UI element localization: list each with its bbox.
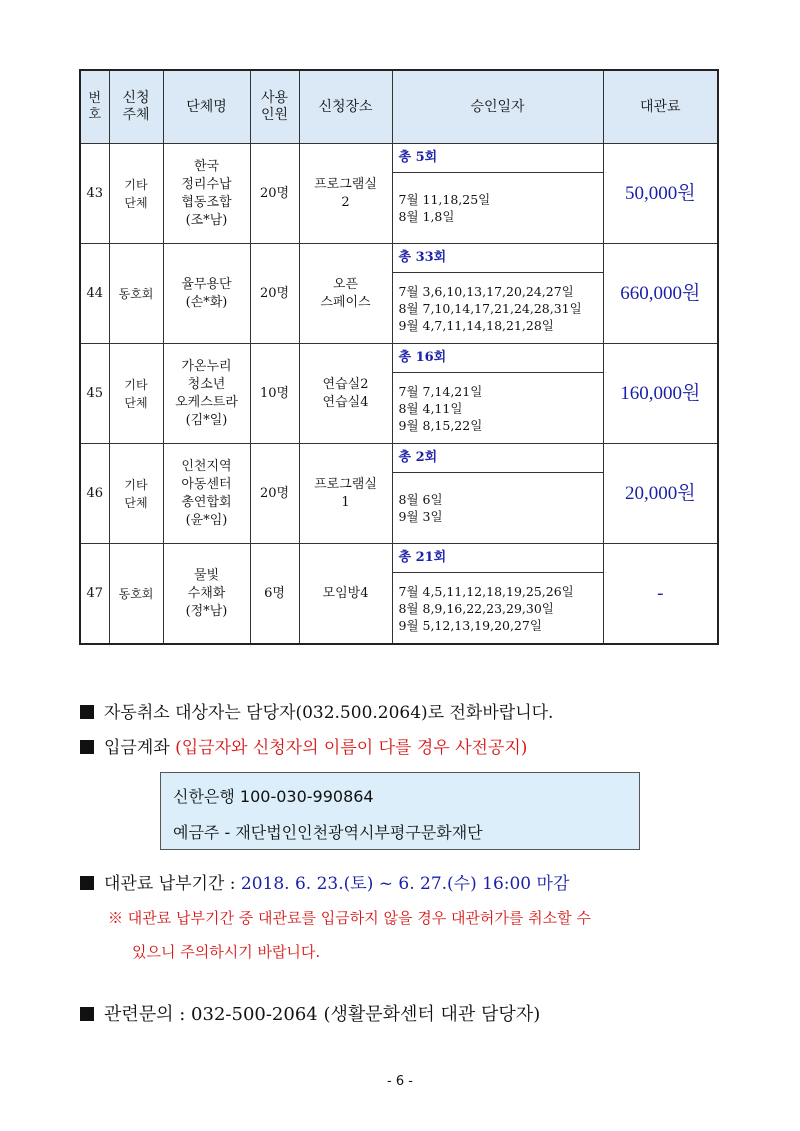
header-number: 번 호 [80, 70, 109, 144]
row-subject: 동호회 [109, 244, 163, 344]
header-people: 사용 인원 [250, 70, 299, 144]
place_lines-line: 1 [341, 494, 350, 510]
warning-line-2: 있으니 주의하시기 바랍니다. [132, 943, 321, 961]
row-approved-dates [392, 573, 603, 645]
bullet-square-icon [80, 876, 94, 890]
row-approved-dates [392, 473, 603, 544]
date_lines-line: 7월 7,14,21일 [398, 383, 483, 399]
row-subject: 기타 단체 [109, 444, 163, 544]
header-subject: 신청 주체 [109, 70, 163, 144]
date_lines-line: 8월 1,8일 [398, 209, 455, 224]
header-dates: 승인일자 [392, 70, 603, 144]
table-row [80, 144, 718, 173]
table-row [80, 344, 718, 373]
page-number: - 6 - [387, 1074, 413, 1089]
group_lines-line: 율무용단 [181, 276, 232, 292]
group_lines-line: 총연합회 [181, 494, 232, 510]
row-place [299, 344, 392, 444]
group_lines-line: (윤*임) [185, 512, 228, 528]
group_lines-line: 오케스트라 [175, 394, 238, 410]
group_lines-line: 인천지역 [181, 458, 232, 474]
account-holder: 예금주 - 재단법인인천광역시부평구문화재단 [173, 823, 483, 842]
group_lines-line: 청소년 [187, 376, 226, 392]
row-number: 44 [80, 244, 109, 344]
place_lines-line: 연습실4 [322, 394, 369, 410]
row-place [299, 544, 392, 645]
row-group-name [163, 544, 250, 645]
bank-account-number: 신한은행 100-030-990864 [173, 787, 374, 806]
row-group-name [163, 444, 250, 544]
row-place [299, 244, 392, 344]
row-fee: 160,000원 [603, 344, 718, 444]
bullet-square-icon [80, 1007, 94, 1021]
row-total-count: 총 33회 [392, 244, 603, 273]
date_lines-line: 9월 3일 [398, 509, 443, 524]
row-fee: 50,000원 [603, 144, 718, 244]
place_lines-line: 연습실2 [322, 376, 369, 392]
bank-account-box [160, 772, 640, 850]
row-number: 43 [80, 144, 109, 244]
row-fee: 660,000원 [603, 244, 718, 344]
row-people: 20명 [250, 244, 299, 344]
header-fee: 대관료 [603, 70, 718, 144]
rental-approval-table [79, 69, 719, 645]
place_lines-line: 오픈 [332, 276, 359, 292]
date_lines-line: 8월 6일 [398, 492, 443, 507]
group_lines-line: (손*화) [185, 294, 228, 310]
row-people: 6명 [250, 544, 299, 645]
row-total-count: 총 2회 [392, 444, 603, 473]
place_lines-line: 스페이스 [320, 294, 371, 310]
group_lines-line: 가온누리 [181, 358, 232, 374]
row-approved-dates [392, 173, 603, 244]
row-people: 20명 [250, 444, 299, 544]
bullet-square-icon [80, 740, 94, 754]
date_lines-line: 7월 4,5,11,12,18,19,25,26일 [398, 583, 574, 599]
row-number: 47 [80, 544, 109, 645]
row-total-count: 총 5회 [392, 144, 603, 173]
table-row [80, 544, 718, 573]
date_lines-line: 8월 7,10,14,17,21,24,28,31일 [398, 300, 582, 316]
date_lines-line: 8월 8,9,16,22,23,29,30일 [398, 600, 554, 616]
row-place [299, 144, 392, 244]
row-total-count: 총 16회 [392, 344, 603, 373]
row-place [299, 444, 392, 544]
place_lines-line: 프로그램실 [314, 476, 377, 492]
date_lines-line: 9월 4,7,11,14,18,21,28일 [398, 317, 554, 333]
group_lines-line: (정*남) [185, 603, 228, 619]
date_lines-line: 8월 4,11일 [398, 400, 463, 416]
bullet-square-icon [80, 705, 94, 719]
group_lines-line: 수채화 [187, 585, 226, 601]
place_lines-line: 프로그램실 [314, 176, 377, 192]
date_lines-line: 7월 3,6,10,13,17,20,24,27일 [398, 283, 574, 299]
row-number: 45 [80, 344, 109, 444]
row-group-name [163, 144, 250, 244]
date_lines-line: 9월 8,15,22일 [398, 417, 483, 433]
row-fee: 20,000원 [603, 444, 718, 544]
contact-notice: 관련문의 : 032-500-2064 (생활문화센터 대관 담당자) [80, 1000, 540, 1026]
payment-period-value: 2018. 6. 23.(토) ~ 6. 27.(수) 16:00 마감 [240, 874, 570, 894]
row-number: 46 [80, 444, 109, 544]
table-row [80, 244, 718, 273]
row-fee: - [603, 544, 718, 645]
group_lines-line: 한국 [193, 158, 220, 174]
row-group-name [163, 344, 250, 444]
row-approved-dates [392, 273, 603, 344]
place_lines-line: 2 [341, 194, 350, 210]
account-notice: 입금계좌 (입금자와 신청자의 이름이 다를 경우 사전공지) [80, 733, 527, 758]
row-total-count: 총 21회 [392, 544, 603, 573]
row-subject: 기타 단체 [109, 344, 163, 444]
group_lines-line: 물빛 [193, 567, 220, 583]
payment-period-notice: 대관료 납부기간 : 2018. 6. 23.(토) ~ 6. 27.(수) 16:00 마감 [80, 869, 569, 894]
group_lines-line: 아동센터 [181, 476, 232, 492]
place_lines-line: 모임방4 [322, 585, 369, 601]
group_lines-line: (김*일) [185, 412, 228, 428]
group_lines-line: 정리수납 [181, 176, 232, 192]
warning-line-1: ※ 대관료 납부기간 중 대관료를 입금하지 않을 경우 대관허가를 취소할 수 [108, 909, 591, 927]
header-place: 신청장소 [299, 70, 392, 144]
cancel-notice: 자동취소 대상자는 담당자(032.500.2064)로 전화바랍니다. [80, 698, 553, 723]
row-subject: 동호회 [109, 544, 163, 645]
table-header-row [80, 70, 718, 144]
header-group: 단체명 [163, 70, 250, 144]
date_lines-line: 9월 5,12,13,19,20,27일 [398, 617, 542, 633]
row-people: 10명 [250, 344, 299, 444]
account-note: (입금자와 신청자의 이름이 다를 경우 사전공지) [175, 738, 528, 758]
row-subject: 기타 단체 [109, 144, 163, 244]
table-row [80, 444, 718, 473]
group_lines-line: (조*남) [185, 212, 228, 228]
row-approved-dates [392, 373, 603, 444]
row-group-name [163, 244, 250, 344]
group_lines-line: 협동조합 [181, 194, 232, 210]
date_lines-line: 7월 11,18,25일 [398, 192, 491, 207]
row-people: 20명 [250, 144, 299, 244]
